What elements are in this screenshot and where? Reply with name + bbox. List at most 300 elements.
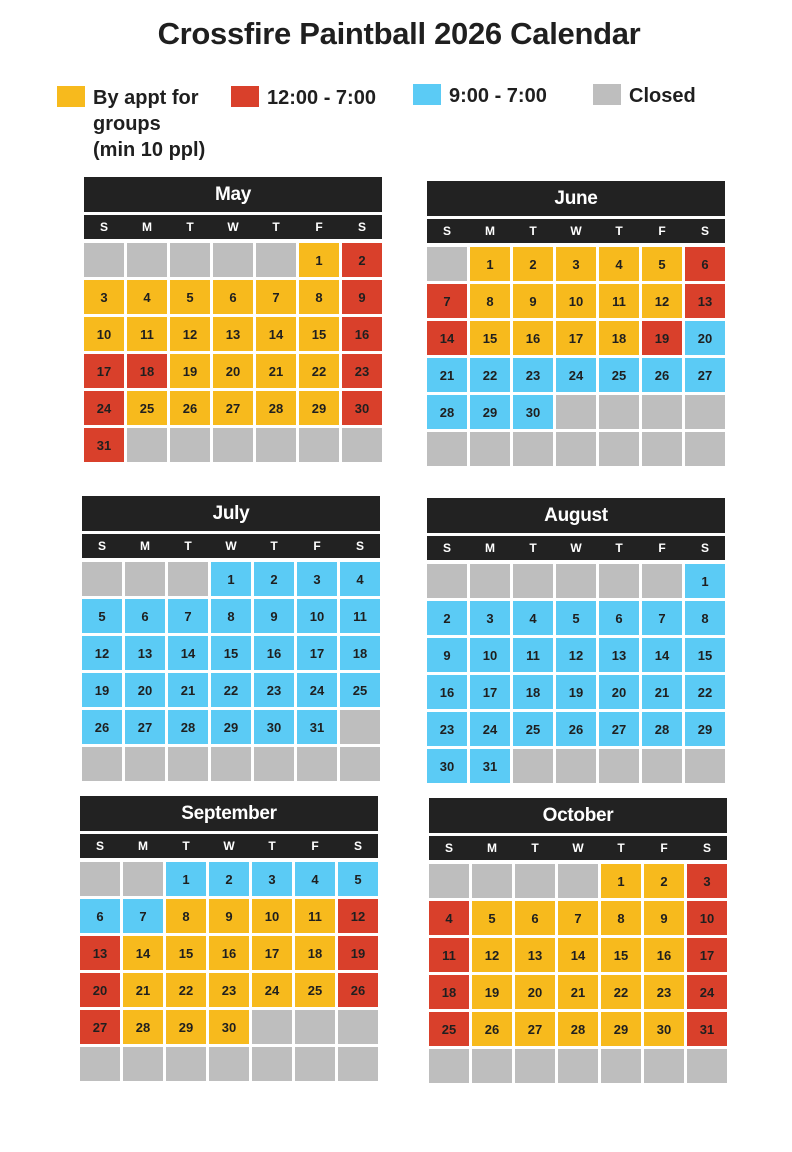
weekday-label: W bbox=[572, 841, 584, 855]
day-cell: 21 bbox=[427, 358, 467, 392]
weekday-label: F bbox=[315, 220, 323, 234]
day-cell: 7 bbox=[558, 901, 598, 935]
day-cell: 7 bbox=[642, 601, 682, 635]
empty-cell bbox=[82, 562, 122, 596]
empty-cell bbox=[472, 1049, 512, 1083]
day-cell: 22 bbox=[166, 973, 206, 1007]
weekday-label: M bbox=[487, 841, 497, 855]
empty-cell bbox=[513, 432, 553, 466]
day-cell: 24 bbox=[84, 391, 124, 425]
day-cell: 27 bbox=[685, 358, 725, 392]
day-grid bbox=[84, 243, 382, 462]
day-cell: 16 bbox=[209, 936, 249, 970]
day-cell: 2 bbox=[254, 562, 294, 596]
day-cell: 30 bbox=[644, 1012, 684, 1046]
day-cell: 21 bbox=[123, 973, 163, 1007]
weekday-label: T bbox=[182, 839, 190, 853]
day-cell: 25 bbox=[513, 712, 553, 746]
day-cell: 5 bbox=[472, 901, 512, 935]
legend-label: 9:00 - 7:00 bbox=[449, 85, 547, 107]
day-cell: 9 bbox=[644, 901, 684, 935]
day-cell: 20 bbox=[685, 321, 725, 355]
day-cell: 13 bbox=[685, 284, 725, 318]
weekday-label: W bbox=[570, 224, 582, 238]
weekday-header-row bbox=[80, 834, 378, 858]
legend-swatch bbox=[593, 84, 621, 105]
empty-cell bbox=[256, 243, 296, 277]
calendar-august bbox=[427, 498, 725, 783]
empty-cell bbox=[338, 1010, 378, 1044]
day-cell: 17 bbox=[687, 938, 727, 972]
day-cell: 26 bbox=[642, 358, 682, 392]
day-cell: 10 bbox=[470, 638, 510, 672]
day-cell: 31 bbox=[687, 1012, 727, 1046]
month-header: July bbox=[82, 496, 380, 531]
empty-cell bbox=[685, 395, 725, 429]
day-cell: 1 bbox=[166, 862, 206, 896]
empty-cell bbox=[513, 564, 553, 598]
month-header: August bbox=[427, 498, 725, 533]
day-cell: 16 bbox=[427, 675, 467, 709]
weekday-label: S bbox=[700, 541, 709, 555]
day-cell: 16 bbox=[513, 321, 553, 355]
day-cell: 19 bbox=[642, 321, 682, 355]
empty-cell bbox=[644, 1049, 684, 1083]
day-cell: 14 bbox=[123, 936, 163, 970]
day-cell: 25 bbox=[599, 358, 639, 392]
legend-item-allday bbox=[413, 83, 547, 109]
day-cell: 15 bbox=[211, 636, 251, 670]
empty-cell bbox=[254, 747, 294, 781]
empty-cell bbox=[558, 1049, 598, 1083]
empty-cell bbox=[256, 428, 296, 462]
day-cell: 6 bbox=[599, 601, 639, 635]
day-grid bbox=[427, 247, 725, 466]
day-cell: 9 bbox=[254, 599, 294, 633]
day-cell: 12 bbox=[338, 899, 378, 933]
day-cell: 5 bbox=[556, 601, 596, 635]
day-cell: 6 bbox=[125, 599, 165, 633]
legend-label: 12:00 - 7:00 bbox=[267, 87, 376, 109]
empty-cell bbox=[601, 1049, 641, 1083]
empty-cell bbox=[168, 747, 208, 781]
empty-cell bbox=[297, 747, 337, 781]
day-cell: 23 bbox=[644, 975, 684, 1009]
day-cell: 24 bbox=[470, 712, 510, 746]
empty-cell bbox=[338, 1047, 378, 1081]
day-cell: 8 bbox=[685, 601, 725, 635]
weekday-label: F bbox=[311, 839, 319, 853]
empty-cell bbox=[84, 243, 124, 277]
day-cell: 20 bbox=[599, 675, 639, 709]
empty-cell bbox=[168, 562, 208, 596]
legend-label: Closed bbox=[629, 85, 696, 107]
empty-cell bbox=[123, 862, 163, 896]
empty-cell bbox=[299, 428, 339, 462]
day-cell: 5 bbox=[338, 862, 378, 896]
day-cell: 12 bbox=[170, 317, 210, 351]
day-cell: 14 bbox=[558, 938, 598, 972]
day-cell: 14 bbox=[642, 638, 682, 672]
day-cell: 25 bbox=[429, 1012, 469, 1046]
day-cell: 15 bbox=[601, 938, 641, 972]
day-cell: 7 bbox=[168, 599, 208, 633]
day-cell: 11 bbox=[295, 899, 335, 933]
day-cell: 22 bbox=[685, 675, 725, 709]
day-cell: 1 bbox=[685, 564, 725, 598]
day-cell: 20 bbox=[125, 673, 165, 707]
day-cell: 10 bbox=[687, 901, 727, 935]
page-title: Crossfire Paintball 2026 Calendar bbox=[157, 16, 641, 51]
weekday-label: W bbox=[223, 839, 235, 853]
weekday-label: T bbox=[615, 224, 623, 238]
empty-cell bbox=[170, 243, 210, 277]
empty-cell bbox=[427, 247, 467, 281]
weekday-label: T bbox=[270, 539, 278, 553]
day-cell: 8 bbox=[299, 280, 339, 314]
weekday-label: S bbox=[442, 541, 451, 555]
day-cell: 20 bbox=[80, 973, 120, 1007]
day-cell: 16 bbox=[254, 636, 294, 670]
day-cell: 31 bbox=[297, 710, 337, 744]
legend-swatch bbox=[57, 86, 85, 107]
day-cell: 4 bbox=[340, 562, 380, 596]
weekday-label: F bbox=[660, 841, 668, 855]
day-cell: 30 bbox=[209, 1010, 249, 1044]
day-cell: 23 bbox=[427, 712, 467, 746]
day-cell: 7 bbox=[123, 899, 163, 933]
legend-item-afternoon bbox=[231, 85, 376, 111]
empty-cell bbox=[556, 395, 596, 429]
day-cell: 20 bbox=[515, 975, 555, 1009]
weekday-label: M bbox=[138, 839, 148, 853]
weekday-label: T bbox=[617, 841, 625, 855]
day-cell: 14 bbox=[256, 317, 296, 351]
day-cell: 28 bbox=[642, 712, 682, 746]
day-cell: 3 bbox=[470, 601, 510, 635]
day-cell: 5 bbox=[170, 280, 210, 314]
day-cell: 15 bbox=[470, 321, 510, 355]
month-header: June bbox=[427, 181, 725, 216]
day-cell: 17 bbox=[556, 321, 596, 355]
day-cell: 19 bbox=[338, 936, 378, 970]
day-cell: 23 bbox=[513, 358, 553, 392]
weekday-header-row bbox=[84, 215, 382, 239]
empty-cell bbox=[556, 749, 596, 783]
day-cell: 20 bbox=[213, 354, 253, 388]
day-cell: 5 bbox=[642, 247, 682, 281]
day-cell: 9 bbox=[427, 638, 467, 672]
calendar-july bbox=[82, 496, 380, 781]
day-cell: 24 bbox=[252, 973, 292, 1007]
day-cell: 27 bbox=[80, 1010, 120, 1044]
day-grid bbox=[80, 862, 378, 1081]
weekday-label: S bbox=[353, 839, 362, 853]
weekday-header-row bbox=[429, 836, 727, 860]
day-cell: 10 bbox=[84, 317, 124, 351]
day-cell: 13 bbox=[213, 317, 253, 351]
day-cell: 10 bbox=[556, 284, 596, 318]
day-cell: 26 bbox=[82, 710, 122, 744]
day-cell: 26 bbox=[472, 1012, 512, 1046]
legend-label: By appt for groups (min 10 ppl) bbox=[93, 87, 206, 161]
day-cell: 18 bbox=[127, 354, 167, 388]
day-cell: 23 bbox=[209, 973, 249, 1007]
day-cell: 2 bbox=[427, 601, 467, 635]
day-cell: 3 bbox=[687, 864, 727, 898]
day-cell: 15 bbox=[299, 317, 339, 351]
weekday-label: T bbox=[186, 220, 194, 234]
day-cell: 18 bbox=[429, 975, 469, 1009]
day-cell: 19 bbox=[556, 675, 596, 709]
day-cell: 25 bbox=[340, 673, 380, 707]
day-cell: 21 bbox=[168, 673, 208, 707]
empty-cell bbox=[429, 1049, 469, 1083]
empty-cell bbox=[123, 1047, 163, 1081]
day-cell: 11 bbox=[599, 284, 639, 318]
day-cell: 12 bbox=[82, 636, 122, 670]
day-cell: 14 bbox=[168, 636, 208, 670]
empty-cell bbox=[125, 562, 165, 596]
empty-cell bbox=[515, 1049, 555, 1083]
day-cell: 15 bbox=[685, 638, 725, 672]
calendar-september bbox=[80, 796, 378, 1081]
weekday-label: T bbox=[531, 841, 539, 855]
day-cell: 25 bbox=[127, 391, 167, 425]
day-cell: 2 bbox=[209, 862, 249, 896]
day-cell: 31 bbox=[84, 428, 124, 462]
day-cell: 6 bbox=[685, 247, 725, 281]
day-grid bbox=[82, 562, 380, 781]
day-cell: 25 bbox=[295, 973, 335, 1007]
weekday-header-row bbox=[427, 536, 725, 560]
day-cell: 12 bbox=[556, 638, 596, 672]
weekday-label: S bbox=[95, 839, 104, 853]
day-cell: 12 bbox=[472, 938, 512, 972]
legend-item-closed bbox=[593, 83, 696, 109]
day-cell: 29 bbox=[601, 1012, 641, 1046]
day-cell: 2 bbox=[644, 864, 684, 898]
empty-cell bbox=[340, 710, 380, 744]
day-cell: 15 bbox=[166, 936, 206, 970]
day-cell: 12 bbox=[642, 284, 682, 318]
day-cell: 8 bbox=[470, 284, 510, 318]
weekday-label: T bbox=[615, 541, 623, 555]
day-cell: 18 bbox=[340, 636, 380, 670]
weekday-label: W bbox=[570, 541, 582, 555]
day-cell: 28 bbox=[558, 1012, 598, 1046]
empty-cell bbox=[170, 428, 210, 462]
day-cell: 30 bbox=[513, 395, 553, 429]
day-cell: 31 bbox=[470, 749, 510, 783]
empty-cell bbox=[80, 1047, 120, 1081]
day-cell: 29 bbox=[685, 712, 725, 746]
day-cell: 28 bbox=[256, 391, 296, 425]
empty-cell bbox=[252, 1047, 292, 1081]
day-cell: 18 bbox=[599, 321, 639, 355]
day-cell: 22 bbox=[299, 354, 339, 388]
weekday-label: F bbox=[658, 224, 666, 238]
weekday-label: S bbox=[700, 224, 709, 238]
weekday-label: S bbox=[357, 220, 366, 234]
weekday-label: M bbox=[485, 541, 495, 555]
day-cell: 2 bbox=[342, 243, 382, 277]
day-cell: 3 bbox=[252, 862, 292, 896]
day-cell: 18 bbox=[295, 936, 335, 970]
weekday-label: S bbox=[444, 841, 453, 855]
day-cell: 13 bbox=[599, 638, 639, 672]
empty-cell bbox=[642, 564, 682, 598]
empty-cell bbox=[599, 564, 639, 598]
day-cell: 16 bbox=[644, 938, 684, 972]
day-cell: 3 bbox=[297, 562, 337, 596]
empty-cell bbox=[295, 1047, 335, 1081]
empty-cell bbox=[687, 1049, 727, 1083]
calendar-october bbox=[429, 798, 727, 1083]
empty-cell bbox=[472, 864, 512, 898]
day-cell: 9 bbox=[209, 899, 249, 933]
day-cell: 27 bbox=[125, 710, 165, 744]
month-header: May bbox=[84, 177, 382, 212]
day-grid bbox=[429, 864, 727, 1083]
weekday-label: S bbox=[442, 224, 451, 238]
day-cell: 11 bbox=[127, 317, 167, 351]
weekday-label: M bbox=[142, 220, 152, 234]
month-header: October bbox=[429, 798, 727, 833]
day-cell: 6 bbox=[213, 280, 253, 314]
calendar-may bbox=[84, 177, 382, 462]
legend-swatch bbox=[413, 84, 441, 105]
day-cell: 22 bbox=[211, 673, 251, 707]
day-cell: 3 bbox=[84, 280, 124, 314]
weekday-header-row bbox=[427, 219, 725, 243]
weekday-label: T bbox=[268, 839, 276, 853]
day-cell: 8 bbox=[211, 599, 251, 633]
weekday-label: M bbox=[485, 224, 495, 238]
day-cell: 21 bbox=[256, 354, 296, 388]
empty-cell bbox=[556, 432, 596, 466]
weekday-label: T bbox=[272, 220, 280, 234]
day-cell: 19 bbox=[472, 975, 512, 1009]
empty-cell bbox=[642, 749, 682, 783]
weekday-label: S bbox=[99, 220, 108, 234]
empty-cell bbox=[599, 395, 639, 429]
empty-cell bbox=[599, 432, 639, 466]
day-cell: 3 bbox=[556, 247, 596, 281]
empty-cell bbox=[213, 243, 253, 277]
legend-swatch bbox=[231, 86, 259, 107]
empty-cell bbox=[515, 864, 555, 898]
day-cell: 11 bbox=[429, 938, 469, 972]
day-cell: 27 bbox=[213, 391, 253, 425]
day-cell: 1 bbox=[299, 243, 339, 277]
empty-cell bbox=[127, 243, 167, 277]
day-cell: 29 bbox=[299, 391, 339, 425]
day-cell: 4 bbox=[599, 247, 639, 281]
weekday-label: F bbox=[313, 539, 321, 553]
empty-cell bbox=[340, 747, 380, 781]
day-cell: 17 bbox=[252, 936, 292, 970]
weekday-label: T bbox=[529, 541, 537, 555]
empty-cell bbox=[427, 564, 467, 598]
day-cell: 24 bbox=[297, 673, 337, 707]
day-cell: 23 bbox=[254, 673, 294, 707]
day-cell: 17 bbox=[84, 354, 124, 388]
empty-cell bbox=[685, 432, 725, 466]
empty-cell bbox=[82, 747, 122, 781]
calendar-june bbox=[427, 181, 725, 466]
day-cell: 1 bbox=[601, 864, 641, 898]
weekday-label: T bbox=[184, 539, 192, 553]
day-cell: 30 bbox=[254, 710, 294, 744]
day-cell: 11 bbox=[513, 638, 553, 672]
empty-cell bbox=[213, 428, 253, 462]
day-cell: 8 bbox=[601, 901, 641, 935]
empty-cell bbox=[558, 864, 598, 898]
day-cell: 14 bbox=[427, 321, 467, 355]
day-cell: 10 bbox=[297, 599, 337, 633]
legend-item-appt bbox=[57, 85, 205, 163]
day-cell: 1 bbox=[211, 562, 251, 596]
day-cell: 4 bbox=[127, 280, 167, 314]
empty-cell bbox=[556, 564, 596, 598]
day-cell: 6 bbox=[515, 901, 555, 935]
weekday-label: F bbox=[658, 541, 666, 555]
empty-cell bbox=[295, 1010, 335, 1044]
day-cell: 29 bbox=[211, 710, 251, 744]
day-cell: 7 bbox=[427, 284, 467, 318]
weekday-label: T bbox=[529, 224, 537, 238]
empty-cell bbox=[685, 749, 725, 783]
day-cell: 18 bbox=[513, 675, 553, 709]
day-cell: 19 bbox=[82, 673, 122, 707]
day-cell: 5 bbox=[82, 599, 122, 633]
weekday-label: S bbox=[702, 841, 711, 855]
day-cell: 19 bbox=[170, 354, 210, 388]
day-cell: 27 bbox=[599, 712, 639, 746]
day-cell: 24 bbox=[556, 358, 596, 392]
weekday-label: W bbox=[225, 539, 237, 553]
empty-cell bbox=[642, 395, 682, 429]
empty-cell bbox=[642, 432, 682, 466]
day-cell: 10 bbox=[252, 899, 292, 933]
weekday-label: S bbox=[355, 539, 364, 553]
day-cell: 17 bbox=[470, 675, 510, 709]
day-cell: 17 bbox=[297, 636, 337, 670]
day-cell: 21 bbox=[558, 975, 598, 1009]
empty-cell bbox=[80, 862, 120, 896]
day-cell: 26 bbox=[556, 712, 596, 746]
day-cell: 2 bbox=[513, 247, 553, 281]
day-cell: 4 bbox=[513, 601, 553, 635]
day-cell: 9 bbox=[513, 284, 553, 318]
day-cell: 29 bbox=[470, 395, 510, 429]
day-cell: 1 bbox=[470, 247, 510, 281]
day-cell: 30 bbox=[342, 391, 382, 425]
empty-cell bbox=[513, 749, 553, 783]
weekday-label: S bbox=[97, 539, 106, 553]
day-cell: 26 bbox=[338, 973, 378, 1007]
empty-cell bbox=[211, 747, 251, 781]
day-cell: 7 bbox=[256, 280, 296, 314]
empty-cell bbox=[599, 749, 639, 783]
day-cell: 4 bbox=[429, 901, 469, 935]
day-cell: 6 bbox=[80, 899, 120, 933]
weekday-header-row bbox=[82, 534, 380, 558]
day-cell: 13 bbox=[80, 936, 120, 970]
day-cell: 13 bbox=[125, 636, 165, 670]
empty-cell bbox=[470, 564, 510, 598]
